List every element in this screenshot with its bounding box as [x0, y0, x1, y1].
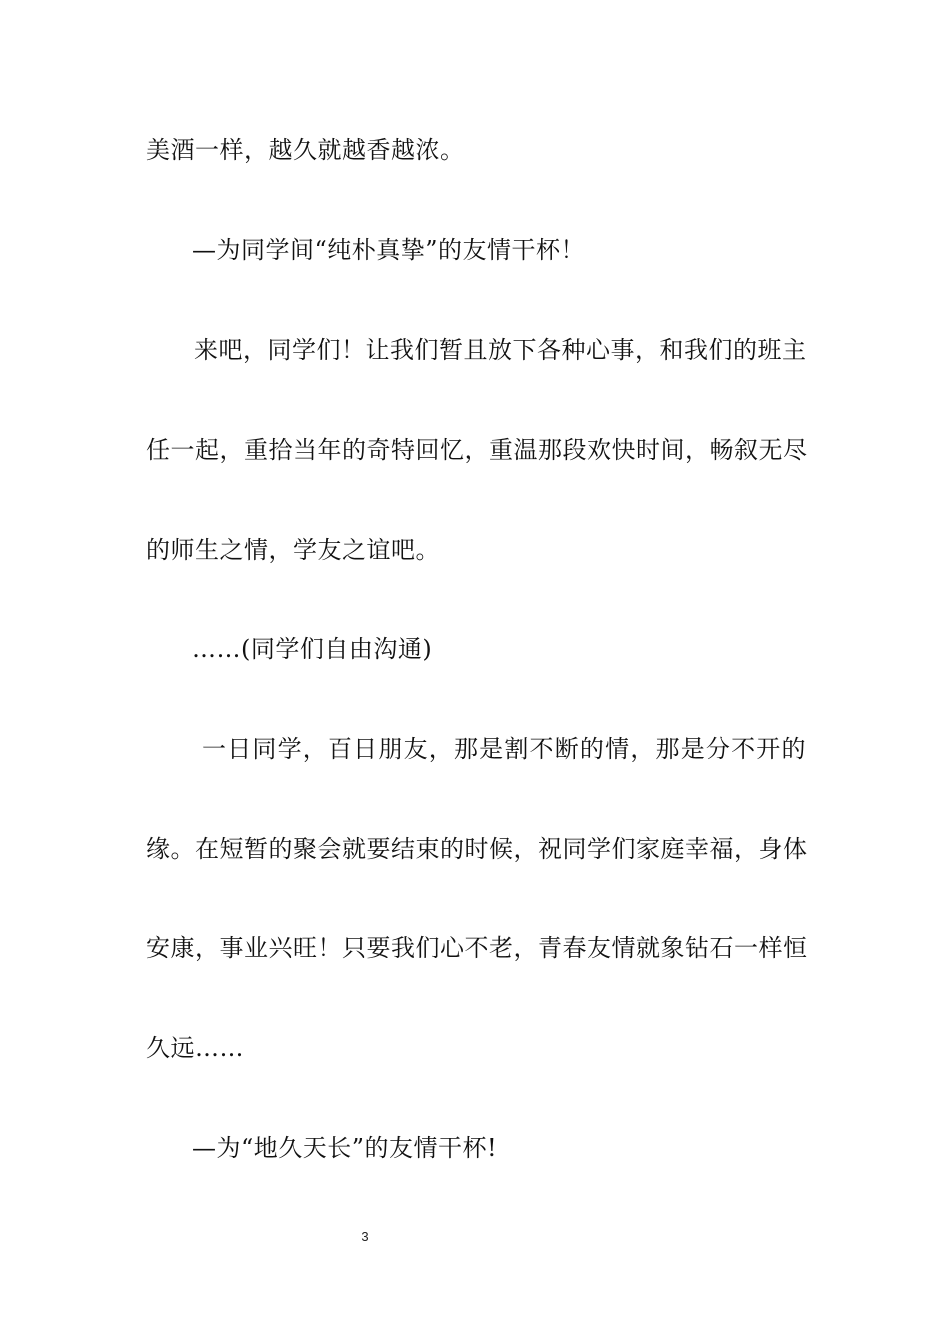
paragraph-2-line-3: 安康，事业兴旺！只要我们心不老，青春友情就象钻石一样恒	[146, 934, 808, 962]
toast-line-1: —为同学间“纯朴真挚”的友情干杯！	[192, 236, 586, 264]
paragraph-2-line-4: 久远……	[146, 1034, 244, 1062]
paragraph-2-line-1: 一日同学，百日朋友，那是割不断的情，那是分不开的	[202, 735, 806, 763]
paragraph-1-line-2: 任一起，重拾当年的奇特回忆，重温那段欢快时间，畅叙无尽	[146, 436, 808, 464]
paragraph-2-line-2: 缘。在短暂的聚会就要结束的时候，祝同学们家庭幸福，身体	[146, 835, 808, 863]
stage-direction: ……(同学们自由沟通)	[192, 635, 433, 663]
paragraph-1-line-3: 的师生之情，学友之谊吧。	[146, 536, 440, 564]
text-line-1: 美酒一样，越久就越香越浓。	[146, 136, 465, 164]
toast-line-2: —为“地久天长”的友情干杯!	[192, 1134, 498, 1162]
page-number: 3	[361, 1229, 369, 1244]
paragraph-1-line-1: 来吧，同学们！让我们暂且放下各种心事，和我们的班主	[194, 336, 807, 364]
